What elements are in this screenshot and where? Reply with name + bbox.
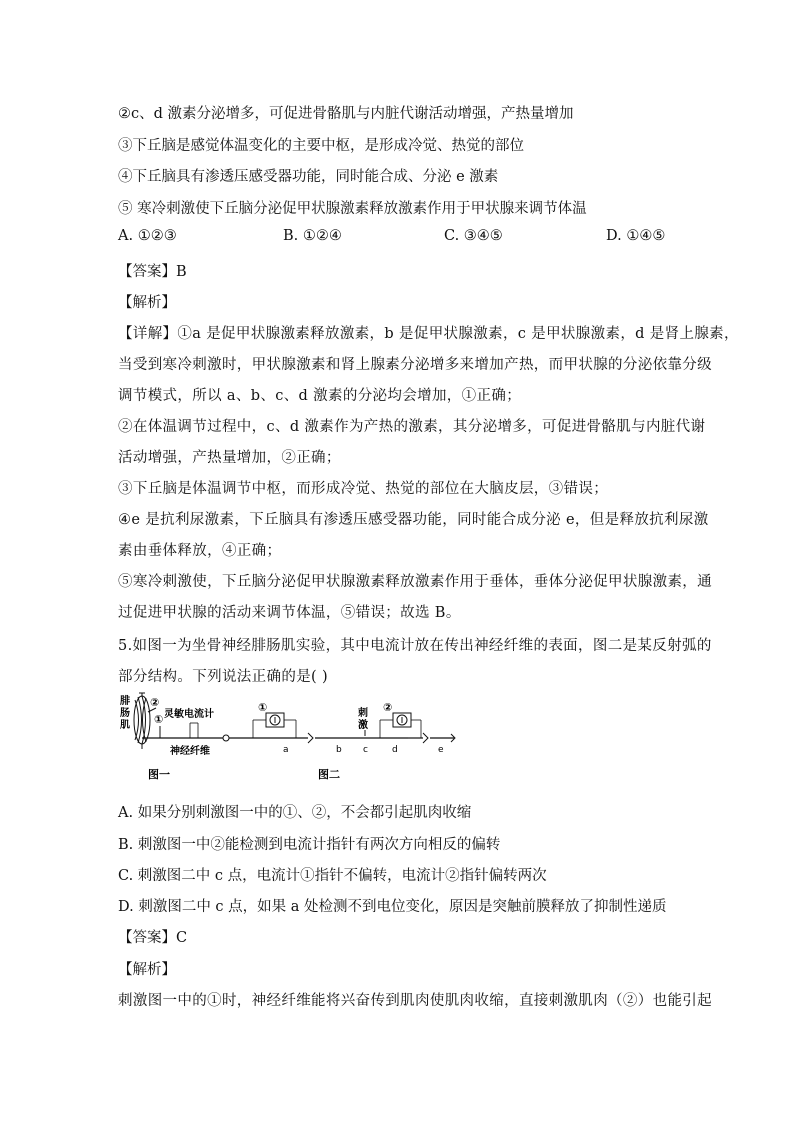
q5-answer: 【答案】C [118,930,188,946]
fig2-synapse-1 [308,733,313,743]
fig1-muscle-label: 肌 [120,720,130,731]
fig2-meter-1-label: ① [258,701,268,714]
fig2-point-a: a [283,745,289,755]
fig1-caption: 图一 [148,768,170,781]
fig1-stim-point-1: ① [154,713,164,726]
nerve-muscle-figure [118,690,458,782]
fig1-muscle-label: 肠 [120,708,130,719]
statement-4: ④下丘脑具有渗透压感受器功能，同时能合成、分泌 e 激素 [118,169,499,185]
q4-analysis-heading: 【解析】 [118,295,176,311]
fig1-muscle-label: 腓 [120,696,130,707]
fig2-stim-label: 激 [358,720,368,731]
fig2-stim-label: 刺 [358,708,368,719]
statement-5: ⑤ 寒冷刺激使下丘脑分泌促甲状腺激素释放激素作用于甲状腺来调节体温 [118,201,587,217]
q4-options [118,228,678,248]
q5-explanation-line: 刺激图一中的①时，神经纤维能将兴奋传到肌肉使肌肉收缩，直接刺激肌肉（②）也能引起 [118,993,712,1009]
q5-option-b: B. 刺激图一中②能检测到电流计指针有两次方向相反的偏转 [118,837,501,853]
q5-analysis-heading: 【解析】 [118,962,176,978]
fig1-meter-label: 灵敏电流计 [164,709,214,720]
q4-explanation-line: ③下丘脑是体温调节中枢，而形成冷觉、热觉的部位在大脑皮层，③错误； [118,481,609,497]
q4-explanation-line: 调节模式，所以 a、b、c、d 激素的分泌均会增加，①正确； [118,388,522,404]
fig2-point-c: c [363,745,368,755]
fig2-point-e: e [438,745,444,755]
q4-explanation-line: 活动增强，产热量增加，②正确； [118,450,341,466]
q5-option-d: D. 刺激图二中 c 点，如果 a 处检测不到电位变化，原因是突触前膜释放了抑制性递质 [118,899,667,915]
q5-option-a: A. 如果分别刺激图一中的①、②，不会都引起肌肉收缩 [118,805,472,821]
fig2-caption: 图二 [318,768,340,781]
q4-answer: 【答案】B [118,264,187,280]
q4-explanation-line: 【详解】①a 是促甲状腺激素释放激素，b 是促甲状腺激素，c 是甲状腺激素，d 是肾上腺素， [118,326,739,342]
q4-explanation-line: ②在体温调节过程中，c、d 激素作为产热的激素，其分泌增多，可促进骨骼肌与内脏代谢 [118,419,706,435]
q4-explanation-line: 过促进甲状腺的活动来调节体温，⑤错误；故选 B。 [118,605,461,621]
q4-explanation-line: 当受到寒冷刺激时，甲状腺激素和肾上腺素分泌增多来增加产热，而甲状腺的分泌依靠分级 [118,357,712,373]
fig2-synapse-2 [423,733,428,743]
q5-option-c: C. 刺激图二中 c 点，电流计①指针不偏转，电流计②指针偏转两次 [118,868,547,884]
q4-option-d: D. ①④⑤ [606,228,666,244]
fig2-meter-2-label: ② [383,701,393,714]
q4-option-b: B. ①②④ [283,228,342,244]
q4-option-a: A. ①②③ [118,228,177,244]
q4-explanation-line: ④e 是抗利尿激素，下丘脑具有渗透压感受器功能，同时能合成分泌 e，但是释放抗利尿激 [118,512,709,528]
fig1-muscle [134,693,150,749]
q4-option-c: C. ③④⑤ [444,228,503,244]
q4-explanation-line: 素由垂体释放，④正确； [118,543,282,559]
statement-2: ②c、d 激素分泌增多，可促进骨骼肌与内脏代谢活动增强，产热量增加 [118,106,574,122]
fig2-point-d: d [392,745,398,755]
fig2-point-b: b [336,745,342,755]
statement-3: ③下丘脑是感觉体温变化的主要中枢，是形成冷觉、热觉的部位 [118,138,524,154]
q5-stem-line: 部分结构。下列说法正确的是( ) [118,669,329,685]
q4-explanation-line: ⑤寒冷刺激使，下丘脑分泌促甲状腺激素释放激素作用于垂体，垂体分泌促甲状腺激素，通 [118,574,712,590]
fig1-stim-point-2: ② [150,696,160,709]
q5-stem-line: 5.如图一为坐骨神经腓肠肌实验，其中电流计放在传出神经纤维的表面，图二是某反射弧的 [118,638,712,654]
fig1-fiber-label: 神经纤维 [170,746,210,757]
